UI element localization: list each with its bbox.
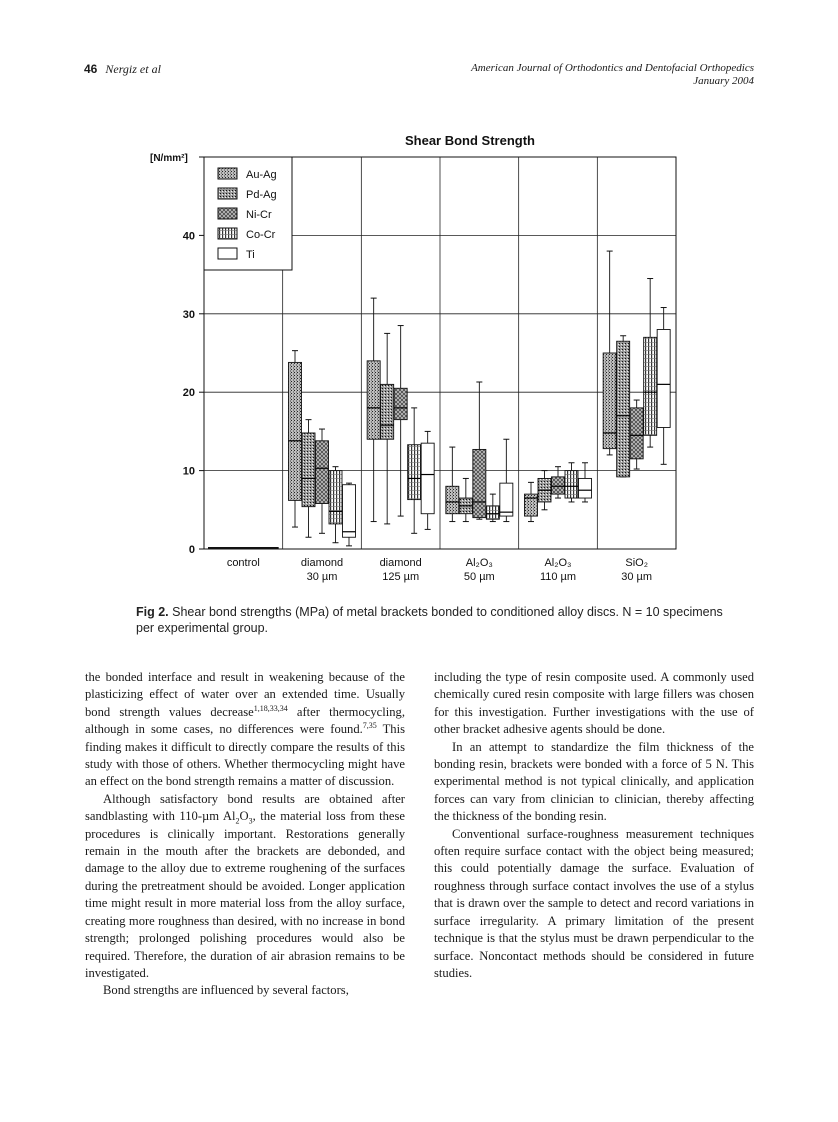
legend-swatch — [218, 168, 237, 179]
x-group-label: diamond — [379, 557, 422, 569]
box-co-cr — [486, 506, 499, 519]
box-ni-cr — [316, 441, 329, 504]
legend-label: Ti — [246, 249, 255, 261]
box-au-ag — [289, 362, 302, 500]
box-ni-cr — [552, 477, 565, 494]
running-authors: Nergiz et al — [105, 62, 161, 76]
page-number: 46 — [84, 62, 98, 76]
x-group-sublabel: 30 µm — [306, 571, 338, 583]
figure-caption-text: Shear bond strengths (MPa) of metal brackets bonded to conditioned alloy discs. N = 10 specimens per experimental group. — [136, 605, 723, 635]
box-ti — [421, 443, 434, 514]
body-column-left — [85, 669, 405, 1000]
box-co-cr — [408, 445, 421, 500]
y-axis-label: [N/mm²] — [150, 153, 188, 164]
x-group-sublabel: 30 µm — [621, 571, 653, 583]
box-pd-ag — [302, 433, 315, 507]
text-run: , the material loss from these procedures is clinically important. Restorations generally remain in the mouth after the brackets are debonded, and damage to the alloy due to extreme roughening of the surfaces during the pretreatment should be avoided. Longer application time might result in more material loss from the alloy surface, creating more roughness than desired, with no increase in bond strength; prolonged polishing procedures would also be required. Therefore, the duration of air abrasion remains to be investigated. — [85, 809, 405, 980]
legend-swatch — [218, 188, 237, 199]
legend-swatch — [218, 208, 237, 219]
x-group-sublabel: 110 µm — [539, 571, 577, 583]
box-au-ag — [446, 486, 459, 513]
text-run: after thermocycling, although in some cases, no differences were found. — [85, 704, 405, 737]
legend-label: Pd-Ag — [246, 189, 277, 201]
x-group-sublabel: 50 µm — [463, 571, 495, 583]
box-ti — [500, 483, 513, 516]
subscript: 3 — [248, 816, 253, 826]
x-group-label: Al₂O₃ — [465, 557, 493, 569]
figure-label: Fig 2. — [136, 605, 169, 619]
paragraph — [85, 669, 405, 791]
y-tick-label: 0 — [188, 544, 195, 556]
paragraph: Bond strengths are influenced by several factors, — [103, 983, 349, 998]
box-au-ag — [525, 494, 538, 516]
text-run: the bonded interface and result in weakening because of the plasticizing effect of water over an extended time. Usually bond strength values decrease — [85, 670, 405, 719]
subscript: 2 — [235, 816, 240, 826]
legend-label: Ni-Cr — [246, 209, 272, 221]
y-tick-label: 30 — [182, 308, 195, 321]
x-group-label: diamond — [300, 557, 344, 569]
x-group-label: Al₂O₃ — [544, 557, 572, 569]
journal-name: American Journal of Orthodontics and Dentofacial Orthopedics — [471, 62, 754, 74]
box-ti — [579, 478, 592, 498]
paragraph: including the type of resin composite used. A commonly used chemically cured resin composite with large fillers was chosen for this investigation. Further investigations with the use of other bracket adhesive agents should be done. — [434, 670, 754, 737]
y-tick-label: 20 — [182, 387, 195, 400]
y-tick-label: 40 — [182, 230, 195, 243]
box-ti — [657, 329, 670, 427]
citation-refs: 7,35 — [362, 721, 377, 731]
x-group-label: control — [226, 557, 260, 569]
figure-caption — [136, 604, 736, 636]
box-ti — [343, 485, 356, 538]
chart-title: Shear Bond Strength — [404, 133, 536, 148]
text-run: This finding makes it difficult to directly compare the results of this study with those of others. Whether thermocycling might have an effect on the bond strength remains a matter of discussion. — [85, 722, 406, 789]
x-group-sublabel: 125 µm — [382, 571, 420, 583]
paragraph: In an attempt to standardize the film thickness of the bonding resin, brackets were bonded with a force of 5 N. This experimental method is not typical clinically, and application forces can vary from clinician to clinician, thereby affecting the thickness of the bonding resin. — [434, 739, 754, 824]
box-pd-ag — [617, 341, 630, 477]
x-group-label: SiO₂ — [625, 557, 648, 569]
box-ni-cr — [630, 408, 643, 459]
body-column-right — [434, 669, 754, 982]
y-tick-label: 10 — [182, 465, 195, 478]
legend-swatch — [218, 228, 237, 239]
citation-refs: 1,18,33,34 — [253, 703, 288, 713]
text-run: O — [239, 809, 249, 824]
box-au-ag — [367, 361, 380, 439]
box-ni-cr — [394, 388, 407, 419]
box-co-cr — [644, 337, 657, 435]
paragraph — [85, 791, 405, 982]
legend-label: Au-Ag — [246, 169, 277, 181]
journal-issue: January 2004 — [693, 75, 754, 87]
legend-swatch — [218, 248, 237, 259]
box-au-ag — [603, 353, 616, 449]
box-ni-cr — [473, 449, 486, 517]
box-co-cr — [565, 471, 578, 498]
paragraph: Conventional surface-roughness measurement techniques often require surface contact with the object being measured; this could potentially damage the surface. Evaluation of roughness through surface contact involves the use of a stylus that is drawn over the sample to detect and record variations in surface irregularity. A primary limitation of the present technique is that the stylus must be drawn perpendicular to the surface. Noncontact methods should be considered in future studies. — [434, 826, 754, 980]
box-co-cr — [329, 471, 342, 524]
box-pd-ag — [381, 384, 394, 439]
text-run: Although satisfactory bond results are obtained after sandblasting with 110-µm Al — [85, 791, 405, 824]
legend-label: Co-Cr — [246, 229, 276, 241]
